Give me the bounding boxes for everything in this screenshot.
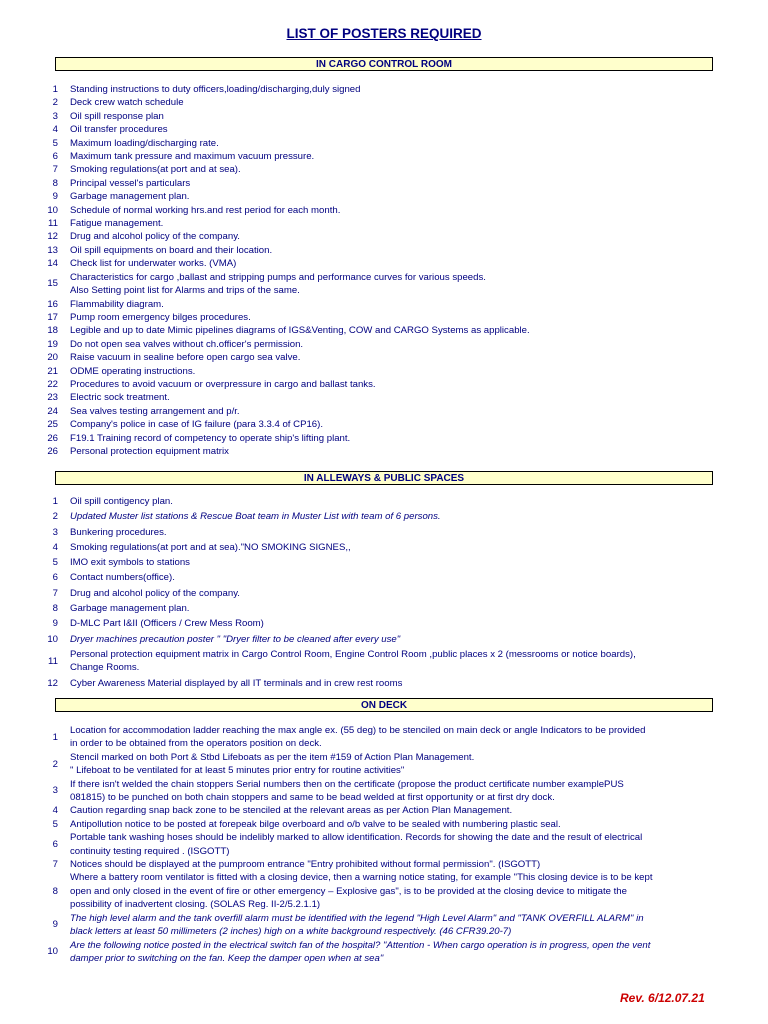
item-number: 7 xyxy=(52,164,58,176)
item-number: 16 xyxy=(47,298,58,310)
item-text: Smoking regulations(at port and at sea). xyxy=(70,164,241,176)
list-item xyxy=(0,311,768,324)
item-number: 4 xyxy=(52,124,58,136)
item-text: The high level alarm and the tank overfill alarm must be identified with the legend "High Level Alarm" and "TANK OVERFILL ALARM" in black letters at least 50 millimeters (2 inches) high on a white background respectively. (46 CFR39.20-7) xyxy=(70,912,644,938)
list-item xyxy=(0,150,768,163)
list-item xyxy=(0,587,768,600)
item-text: Procedures to avoid vacuum or overpressure in cargo and ballast tanks. xyxy=(70,378,376,390)
item-number: 3 xyxy=(52,526,58,538)
list-item xyxy=(0,83,768,96)
item-number: 2 xyxy=(52,97,58,109)
item-text: Oil spill response plan xyxy=(70,110,164,122)
item-text: Do not open sea valves without ch.officer's permission. xyxy=(70,338,304,350)
list-item xyxy=(0,526,768,539)
list-item xyxy=(0,338,768,351)
item-text: Smoking regulations(at port and at sea)."NO SMOKING SIGNES,, xyxy=(70,541,351,553)
item-number: 7 xyxy=(52,587,58,599)
item-text: Antipollution notice to be posted at forepeak bilge overboard and o/b valve to be sealed with numbering plastic seal. xyxy=(70,818,561,830)
item-number: 15 xyxy=(47,278,58,290)
list-item xyxy=(0,351,768,364)
item-number: 17 xyxy=(47,311,58,323)
section-cargo-control-room-list xyxy=(0,83,768,458)
item-text: Maximum loading/discharging rate. xyxy=(70,137,219,149)
list-item xyxy=(0,204,768,217)
item-text: Standing instructions to duty officers,loading/discharging,duly signed xyxy=(70,84,361,95)
list-item xyxy=(0,633,768,646)
item-number: 13 xyxy=(47,244,58,256)
list-item xyxy=(0,912,768,939)
list-item xyxy=(0,365,768,378)
item-number: 5 xyxy=(52,818,58,830)
item-text: Drug and alcohol policy of the company. xyxy=(70,587,240,599)
item-number: 1 xyxy=(52,496,58,507)
item-number: 8 xyxy=(52,177,58,189)
item-text: IMO exit symbols to stations xyxy=(70,557,190,569)
list-item xyxy=(0,648,768,675)
item-text: Cyber Awareness Material displayed by all IT terminals and in crew rest rooms xyxy=(70,677,403,689)
list-item xyxy=(0,217,768,230)
list-item xyxy=(0,230,768,243)
item-number: 22 xyxy=(47,378,58,390)
list-item xyxy=(0,391,768,404)
list-item xyxy=(0,271,768,298)
item-number: 1 xyxy=(52,731,58,743)
item-text: Pump room emergency bilges procedures. xyxy=(70,311,251,323)
list-item xyxy=(0,418,768,431)
item-text: Bunkering procedures. xyxy=(70,526,167,538)
item-number: 9 xyxy=(52,919,58,931)
item-number: 8 xyxy=(52,603,58,615)
list-item xyxy=(0,96,768,109)
list-item xyxy=(0,163,768,176)
item-number: 1 xyxy=(52,84,58,95)
item-text: Oil transfer procedures xyxy=(70,124,168,136)
list-item xyxy=(0,602,768,615)
item-number: 10 xyxy=(47,204,58,216)
list-item xyxy=(0,177,768,190)
list-item xyxy=(0,378,768,391)
list-item xyxy=(0,804,768,817)
list-item xyxy=(0,818,768,831)
item-text: Company's police in case of IG failure (para 3.3.4 of CP16). xyxy=(70,419,323,431)
list-item xyxy=(0,556,768,569)
item-number: 14 xyxy=(47,258,58,270)
item-number: 11 xyxy=(48,655,58,667)
list-item xyxy=(0,778,768,805)
item-number: 18 xyxy=(47,325,58,337)
item-number: 26 xyxy=(47,445,58,457)
item-text: Caution regarding snap back zone to be stenciled at the relevant areas as per Action Plan Management. xyxy=(70,805,513,817)
item-number: 6 xyxy=(52,838,58,850)
item-number: 2 xyxy=(52,511,58,523)
item-number: 20 xyxy=(47,352,58,364)
item-number: 12 xyxy=(47,677,58,689)
item-number: 26 xyxy=(47,432,58,444)
item-text: Stencil marked on both Port & Stbd Lifeboats as per the item #159 of Action Plan Management. " Lifeboat to be ventilated for at least 5 minutes prior entry for routine activities" xyxy=(70,751,475,777)
item-text: Are the following notice posted in the electrical switch fan of the hospital? "Attention - When cargo operation is in progress, open the vent damper prior to switching on the fan. Keep the damper open when at sea" xyxy=(70,939,651,964)
list-item xyxy=(0,871,768,911)
item-number: 23 xyxy=(47,392,58,404)
item-text: Garbage management plan. xyxy=(70,603,190,615)
item-text: Flammability diagram. xyxy=(70,298,164,310)
item-text: D-MLC Part I&II (Officers / Crew Mess Room) xyxy=(70,618,264,630)
item-text: Personal protection equipment matrix in Cargo Control Room, Engine Control Room ,public places x 2 (messrooms or notice boards), Change Rooms. xyxy=(70,648,636,674)
item-text: Portable tank washing hoses should be indelibly marked to allow identification. Records for showing the date and the result of electrical continuity testing required . (ISGOTT) xyxy=(70,832,643,857)
item-text: Personal protection equipment matrix xyxy=(70,445,229,457)
item-number: 9 xyxy=(52,191,58,203)
item-number: 9 xyxy=(52,618,58,630)
item-text: Characteristics for cargo ,ballast and stripping pumps and performance curves for various speeds. Also Setting point list for Alarms and trips of the same. xyxy=(70,271,486,297)
item-number: 19 xyxy=(47,338,58,350)
section-header-alleways-public-spaces: IN ALLEWAYS & PUBLIC SPACES xyxy=(55,471,713,485)
list-item xyxy=(0,257,768,270)
item-number: 5 xyxy=(52,137,58,149)
list-item xyxy=(0,324,768,337)
item-text: Legible and up to date Mimic pipelines diagrams of IGS&Venting, COW and CARGO Systems as applicable. xyxy=(70,325,530,337)
list-item xyxy=(0,432,768,445)
item-text: Contact numbers(office). xyxy=(70,572,175,584)
list-item xyxy=(0,110,768,123)
item-text: F19.1 Training record of competency to operate ship's lifting plant. xyxy=(70,432,351,444)
item-number: 5 xyxy=(52,557,58,569)
list-item xyxy=(0,571,768,584)
list-item xyxy=(0,831,768,858)
item-number: 10 xyxy=(47,633,58,645)
item-number: 6 xyxy=(52,572,58,584)
section-header-on-deck: ON DECK xyxy=(55,698,713,712)
item-text: Notices should be displayed at the pumproom entrance "Entry prohibited without formal permission". (ISGOTT) xyxy=(70,859,541,871)
item-text: Sea valves testing arrangement and p/r. xyxy=(70,405,240,417)
item-text: Principal vessel's particulars xyxy=(70,177,191,189)
item-text: Garbage management plan. xyxy=(70,191,190,203)
list-item xyxy=(0,445,768,458)
item-text: Oil spill equipments on board and their location. xyxy=(70,244,273,256)
item-number: 11 xyxy=(48,218,58,230)
item-number: 7 xyxy=(52,859,58,871)
item-number: 4 xyxy=(52,541,58,553)
item-text: Oil spill contigency plan. xyxy=(70,496,173,507)
item-number: 8 xyxy=(52,885,58,897)
item-text: Location for accommodation ladder reaching the max angle ex. (55 deg) to be stenciled on main deck or angle Indicators to be provided in order to be obtained from the operators position on deck. xyxy=(70,725,646,750)
list-item xyxy=(0,495,768,508)
section-header-cargo-control-room: IN CARGO CONTROL ROOM xyxy=(55,57,713,71)
item-text: Check list for underwater works. (VMA) xyxy=(70,258,237,270)
item-text: Schedule of normal working hrs.and rest period for each month. xyxy=(70,204,341,216)
item-text: Electric sock treatment. xyxy=(70,392,170,404)
item-number: 3 xyxy=(52,110,58,122)
item-number: 2 xyxy=(52,758,58,770)
item-text: Deck crew watch schedule xyxy=(70,97,184,109)
list-item xyxy=(0,123,768,136)
item-number: 4 xyxy=(52,805,58,817)
item-text: Maximum tank pressure and maximum vacuum pressure. xyxy=(70,151,315,163)
list-item xyxy=(0,298,768,311)
list-item xyxy=(0,510,768,523)
item-text: Fatigue management. xyxy=(70,218,164,230)
item-text: ODME operating instructions. xyxy=(70,365,196,377)
list-item xyxy=(0,190,768,203)
revision-label: Rev. 6/12.07.21 xyxy=(620,991,705,1005)
page-title: LIST OF POSTERS REQUIRED xyxy=(286,26,482,41)
item-number: 12 xyxy=(47,231,58,243)
section-on-deck-list xyxy=(0,724,768,965)
item-number: 25 xyxy=(47,419,58,431)
item-text: Dryer machines precaution poster " "Dryer filter to be cleaned after every use" xyxy=(70,633,401,645)
list-item xyxy=(0,858,768,871)
list-item xyxy=(0,541,768,554)
list-item xyxy=(0,751,768,778)
section-alleways-public-spaces-list xyxy=(0,495,768,692)
list-item xyxy=(0,724,768,751)
item-number: 6 xyxy=(52,151,58,163)
list-item xyxy=(0,617,768,630)
item-text: Raise vacuum in sealine before open cargo sea valve. xyxy=(70,352,301,364)
list-item xyxy=(0,137,768,150)
item-number: 10 xyxy=(47,946,58,958)
item-text: Drug and alcohol policy of the company. xyxy=(70,231,240,243)
item-number: 21 xyxy=(47,365,58,377)
item-number: 24 xyxy=(47,405,58,417)
item-text: Where a battery room ventilator is fitted with a closing device, then a warning notice stating, for example "This closing device is to be kept open and only closed in the event of fire or other emergency – Explosive gas", is to be provided at the closing device to mitigate the possibility of inadvertent closing. (SOLAS Reg. II-2/5.2.1.1) xyxy=(70,872,653,911)
item-number: 3 xyxy=(52,785,58,797)
list-item xyxy=(0,244,768,257)
list-item xyxy=(0,405,768,418)
list-item xyxy=(0,939,768,966)
item-text: Updated Muster list stations & Rescue Boat team in Muster List with team of 6 persons. xyxy=(70,511,441,523)
list-item xyxy=(0,677,768,690)
item-text: If there isn't welded the chain stoppers Serial numbers then on the certificate (propose the product certificate number examplePUS 081815) to be punched on both chain stoppers and same to be bead welded at first opportunity or at first dry dock. xyxy=(70,778,624,804)
